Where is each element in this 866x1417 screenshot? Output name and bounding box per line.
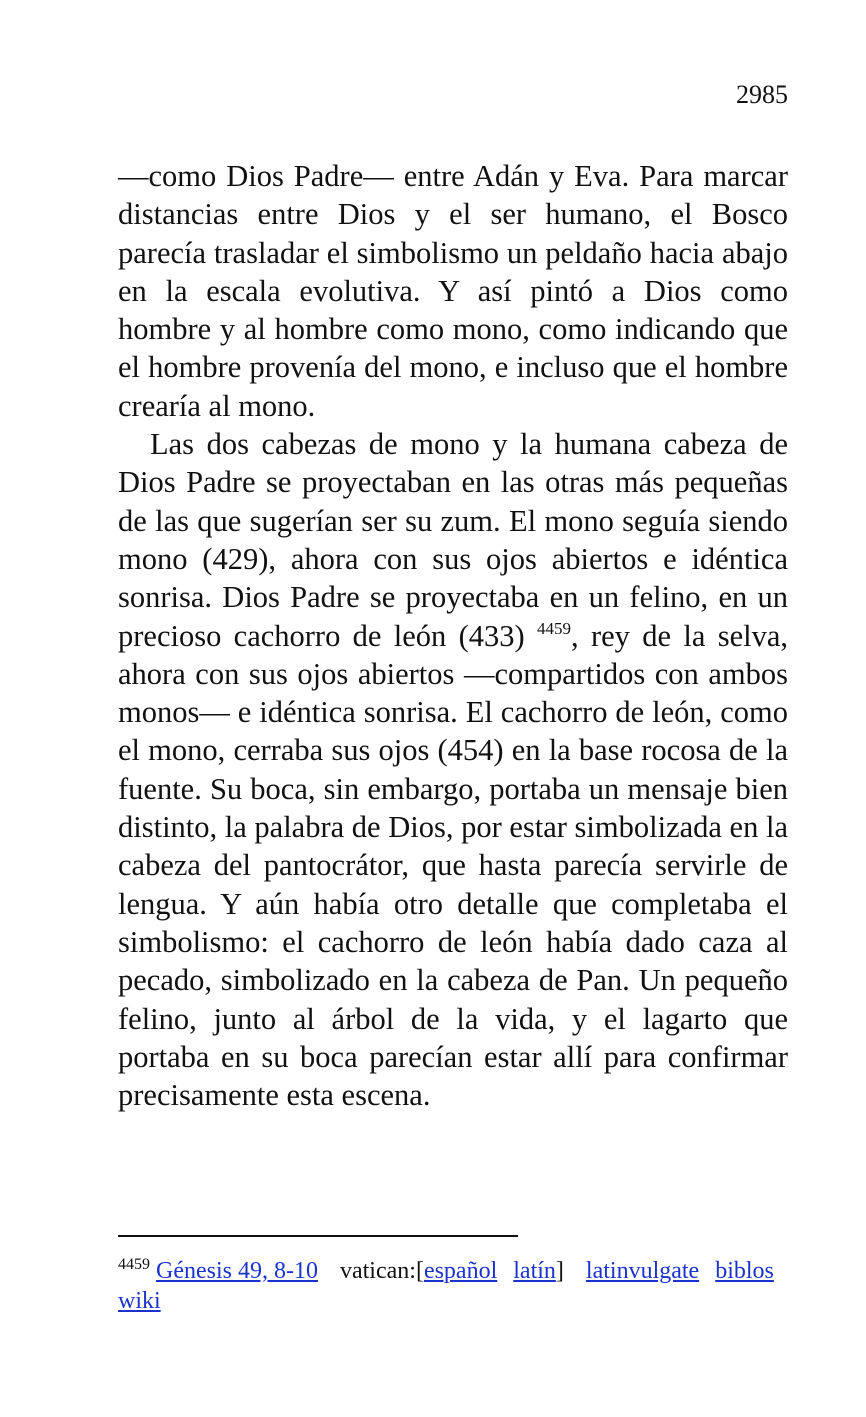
bracket-close: ] [555,1258,564,1284]
footnote [118,1256,788,1316]
paragraph-2 [118,425,788,1114]
latin-link[interactable]: latín [513,1258,556,1284]
latinvulgate-link[interactable]: latinvulgate [585,1258,700,1284]
footnote-number: 4459 [118,1256,150,1273]
genesis-link[interactable]: Génesis 49, 8-10 [156,1258,318,1284]
wiki-link[interactable]: wiki [118,1288,161,1314]
page-number: 2985 [736,80,788,109]
paragraph-1: —como Dios Padre— entre Adán y Eva. Para marcar distancias entre Dios y el ser humano, el Bosco parecía trasladar el simbolismo un peldaño hacia abajo en la escala evolutiva. Y así pintó a Dios como hombre y al hombre como mono, como indicando que el hombre provenía del mono, e incluso que el hombre crearía al mono. [118,159,788,423]
paragraph-2-text-b: , rey de la selva, ahora con sus ojos abiertos —compartidos con ambos monos— e idéntica sonrisa. El cachorro de león, como el mono, cerraba sus ojos (454) en la base rocosa de la fuente. Su boca, sin embargo, portaba un mensaje bien distinto, la palabra de Dios, por estar simbolizada en la cabeza del pantocrátor, que hasta parecía servirle de lengua. Y aún había otro detalle que completaba el simbolismo: el cachorro de león había dado caza al pecado, simbolizado en la cabeza de Pan. Un pequeño felino, junto al árbol de la vida, y el lagarto que portaba en su boca parecían estar allí para confirmar precisamente esta escena. [118,618,788,1113]
body-text [118,157,788,1114]
footnote-divider [118,1235,518,1237]
vatican-label: vatican:[ [339,1258,424,1284]
footnote-reference: 4459 [537,618,572,638]
biblos-link[interactable]: biblos [715,1258,774,1284]
espanol-link[interactable]: español [423,1258,498,1284]
paragraph-2-text-a: Las dos cabezas de mono y la humana cabeza de Dios Padre se proyectaban en las otras más pequeñas de las que sugerían ser su zum. El mono seguía siendo mono (429), ahora con sus ojos abiertos e idéntica sonrisa. Dios Padre se proyectaba en un felino, en un precioso cachorro de león (433) [118,427,788,653]
